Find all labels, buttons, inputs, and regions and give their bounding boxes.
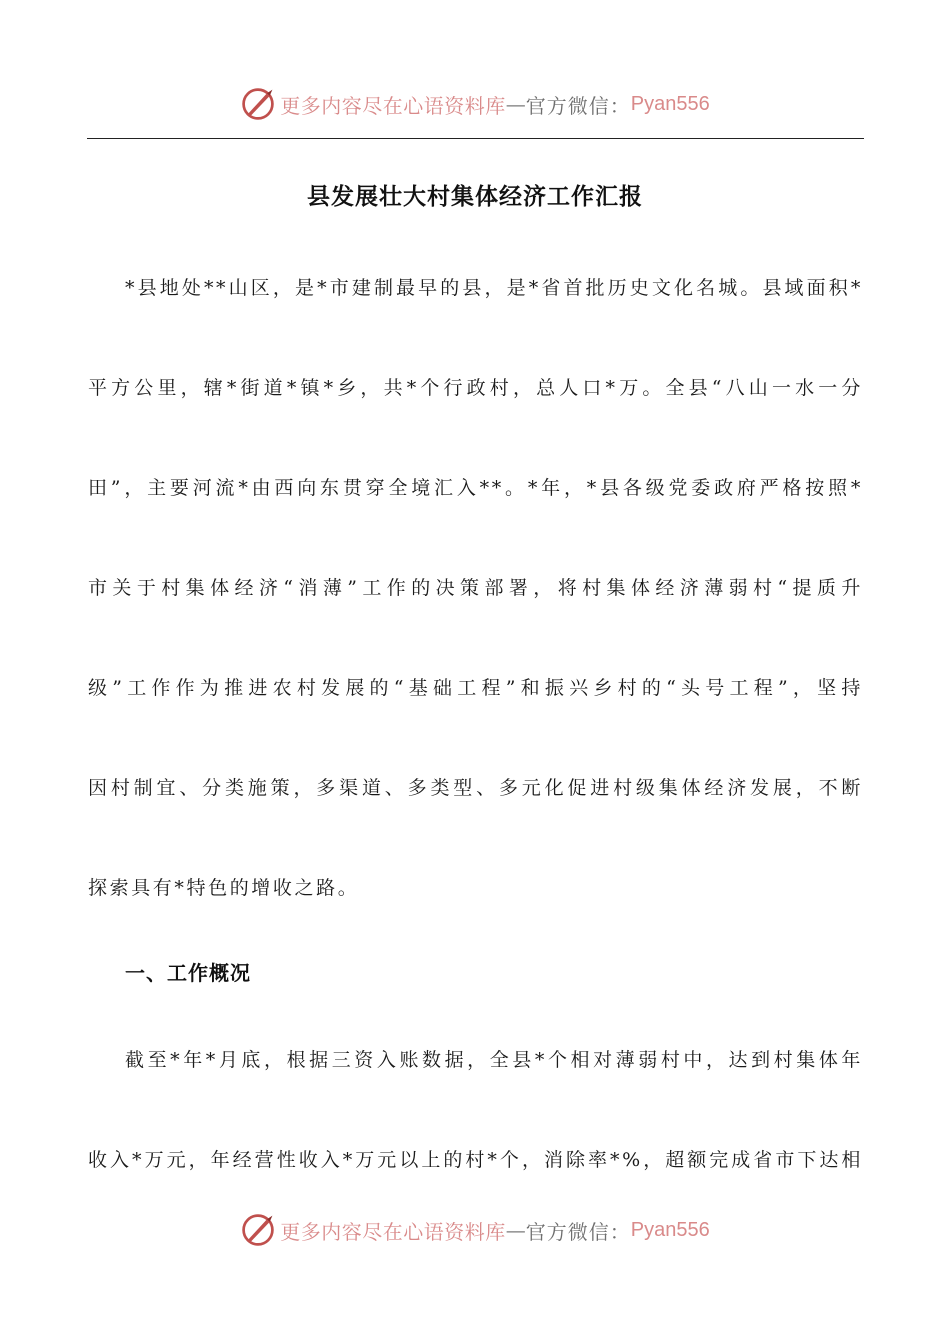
banner-wechat-label: 官方微信： (525, 93, 631, 118)
paragraph-line: 级”工作作为推进农村发展的“基础工程”和振兴乡村的“头号工程”，坚持 (88, 677, 863, 699)
document-title: 县发展壮大村集体经济工作汇报 (307, 184, 643, 210)
paragraph-line: 收入*万元，年经营性收入*万元以上的村*个，消除率*%，超额完成省市下达相 (88, 1149, 863, 1171)
paragraph-line: 截至*年*月底，根据三资入账数据，全县*个相对薄弱村中，达到村集体年 (125, 1049, 863, 1071)
banner-wechat-id: Pyan556 (630, 92, 710, 115)
section-heading: 一、工作概况 (125, 961, 251, 985)
header-divider (87, 138, 864, 139)
banner-text: 更多内容尽在心语资料库 (280, 1219, 506, 1244)
paragraph-line: 平方公里，辖*街道*镇*乡，共*个行政村，总人口*万。全县“八山一水一分 (88, 377, 863, 399)
banner-text: 更多内容尽在心语资料库 (280, 93, 506, 118)
paragraph-line: 探索具有*特色的增收之路。 (88, 877, 360, 899)
footer-banner (0, 1210, 950, 1250)
header-banner (0, 84, 950, 124)
paragraph-line: 田”，主要河流*由西向东贯穿全境汇入**。*年，*县各级党委政府严格按照* (88, 477, 863, 499)
quill-logo-icon (240, 86, 276, 122)
banner-wechat-id: Pyan556 (630, 1218, 710, 1241)
paragraph-line: *县地处**山区，是*市建制最早的县，是*省首批历史文化名城。县域面积* (125, 277, 863, 299)
paragraph-line: 因村制宜、分类施策，多渠道、多类型、多元化促进村级集体经济发展，不断 (88, 777, 863, 799)
banner-separator: — (505, 1218, 526, 1242)
paragraph-line: 市关于村集体经济“消薄”工作的决策部署，将村集体经济薄弱村“提质升 (88, 577, 863, 599)
quill-logo-icon (240, 1212, 276, 1248)
banner-separator: — (505, 92, 526, 116)
banner-wechat-label: 官方微信： (525, 1219, 631, 1244)
